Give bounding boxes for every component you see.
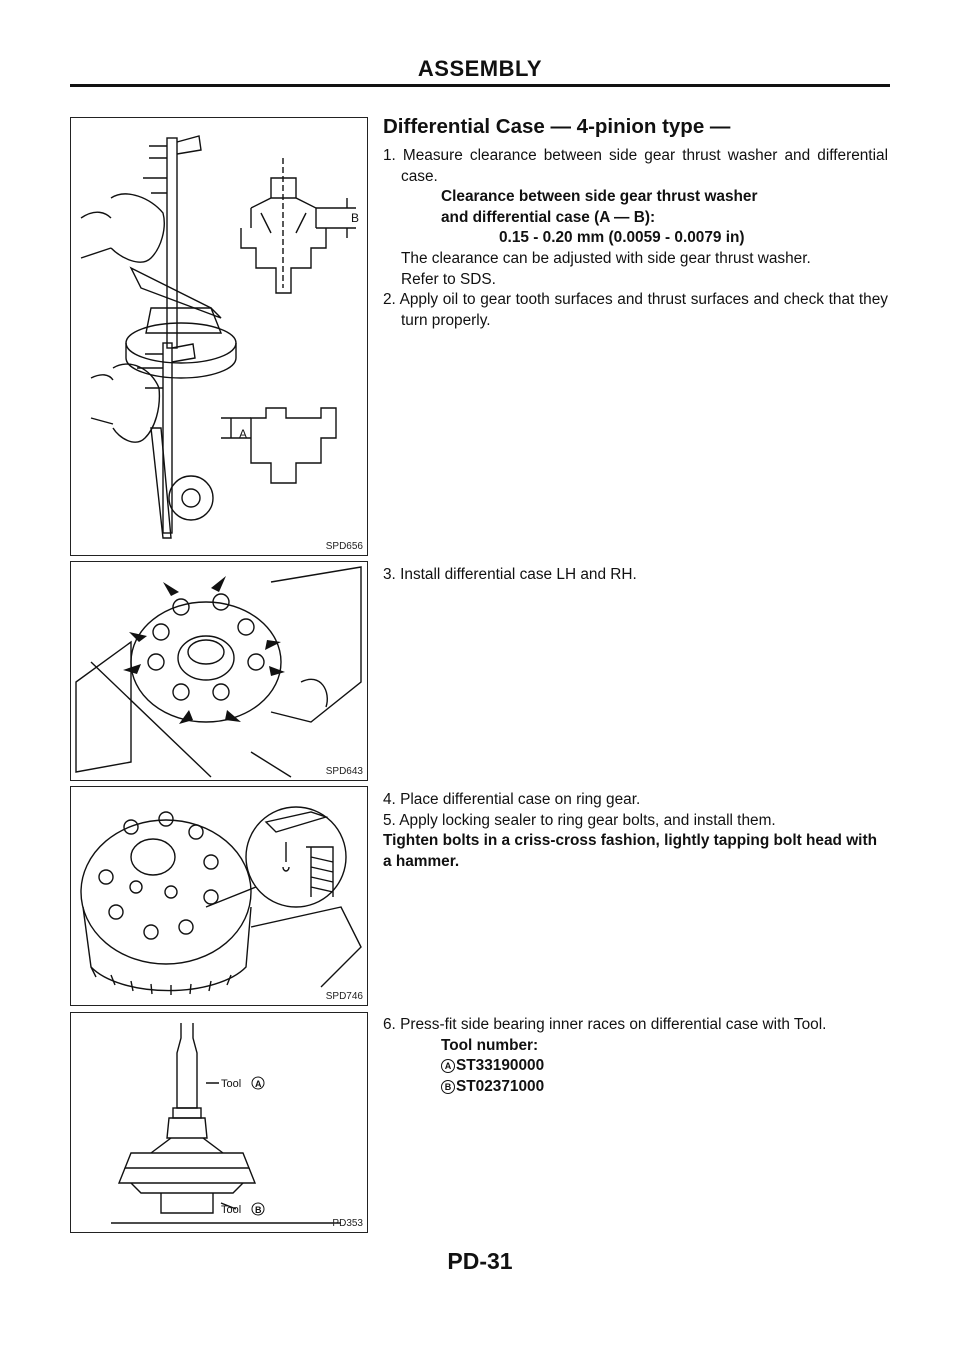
tool-b-marker: B bbox=[441, 1080, 455, 1094]
text-block-ring-gear bbox=[383, 790, 888, 872]
text-block-press-fit bbox=[383, 1015, 888, 1097]
step-1: 1. Measure clearance between side gear thrust washer and differential case. bbox=[383, 147, 888, 185]
step-5: 5. Apply locking sealer to ring gear bolts, and install them. bbox=[383, 811, 776, 829]
step-1-note-1: The clearance can be adjusted with side gear thrust washer. bbox=[401, 249, 811, 267]
tool-label-a: Tool bbox=[221, 1078, 242, 1090]
page-header-title: ASSEMBLY bbox=[417, 56, 543, 81]
tool-b-line bbox=[383, 1077, 888, 1098]
tool-a-line bbox=[383, 1056, 888, 1077]
tool-b-number: ST02371000 bbox=[456, 1077, 545, 1095]
figure-code: PD353 bbox=[332, 1218, 363, 1229]
step-6: 6. Press-fit side bearing inner races on differential case with Tool. bbox=[383, 1016, 827, 1033]
text-block-differential-case bbox=[383, 114, 888, 331]
spec-line-2: and differential case (A — B): bbox=[441, 208, 656, 226]
tool-mark-b: B bbox=[255, 1205, 262, 1215]
figure-code: SPD746 bbox=[325, 991, 363, 1002]
dimension-label-b: B bbox=[351, 211, 360, 225]
figure-code: SPD643 bbox=[325, 766, 363, 777]
tool-mark-a: A bbox=[255, 1079, 262, 1089]
differential-case-bolts-illustration bbox=[71, 562, 368, 781]
text-block-install-case bbox=[383, 565, 888, 586]
tool-a-marker: A bbox=[441, 1059, 455, 1073]
tool-number-label: Tool number: bbox=[441, 1036, 539, 1054]
spec-value: 0.15 - 0.20 mm (0.0059 - 0.0079 in) bbox=[499, 229, 745, 247]
page-number: PD-31 bbox=[447, 1248, 513, 1274]
step-4: 4. Place differential case on ring gear. bbox=[383, 791, 641, 808]
caliper-measurement-illustration bbox=[71, 118, 368, 556]
figure-spd656 bbox=[70, 117, 368, 556]
step-2: 2. Apply oil to gear tooth surfaces and thrust surfaces and check that they turn properly. bbox=[383, 291, 888, 329]
press-fit-bearing-illustration bbox=[71, 1013, 368, 1233]
section-title: Differential Case — 4-pinion type — bbox=[383, 115, 731, 138]
dimension-label-a: A bbox=[239, 427, 248, 441]
spec-line-1: Clearance between side gear thrust washer bbox=[441, 188, 758, 206]
figure-code: SPD656 bbox=[325, 541, 363, 552]
tool-a-number: ST33190000 bbox=[456, 1057, 545, 1075]
ring-gear-sealer-illustration bbox=[71, 787, 368, 1006]
figure-pd353 bbox=[70, 1012, 368, 1233]
step-1-note-2: Refer to SDS. bbox=[401, 270, 496, 288]
tool-label-b: Tool bbox=[221, 1204, 242, 1216]
figure-spd643 bbox=[70, 561, 368, 781]
step-5-bold-note: Tighten bolts in a criss-cross fashion, lightly tapping bolt head with a hammer. bbox=[383, 832, 877, 870]
figure-spd746 bbox=[70, 786, 368, 1006]
step-3: 3. Install differential case LH and RH. bbox=[383, 566, 637, 583]
header-rule bbox=[70, 84, 890, 87]
